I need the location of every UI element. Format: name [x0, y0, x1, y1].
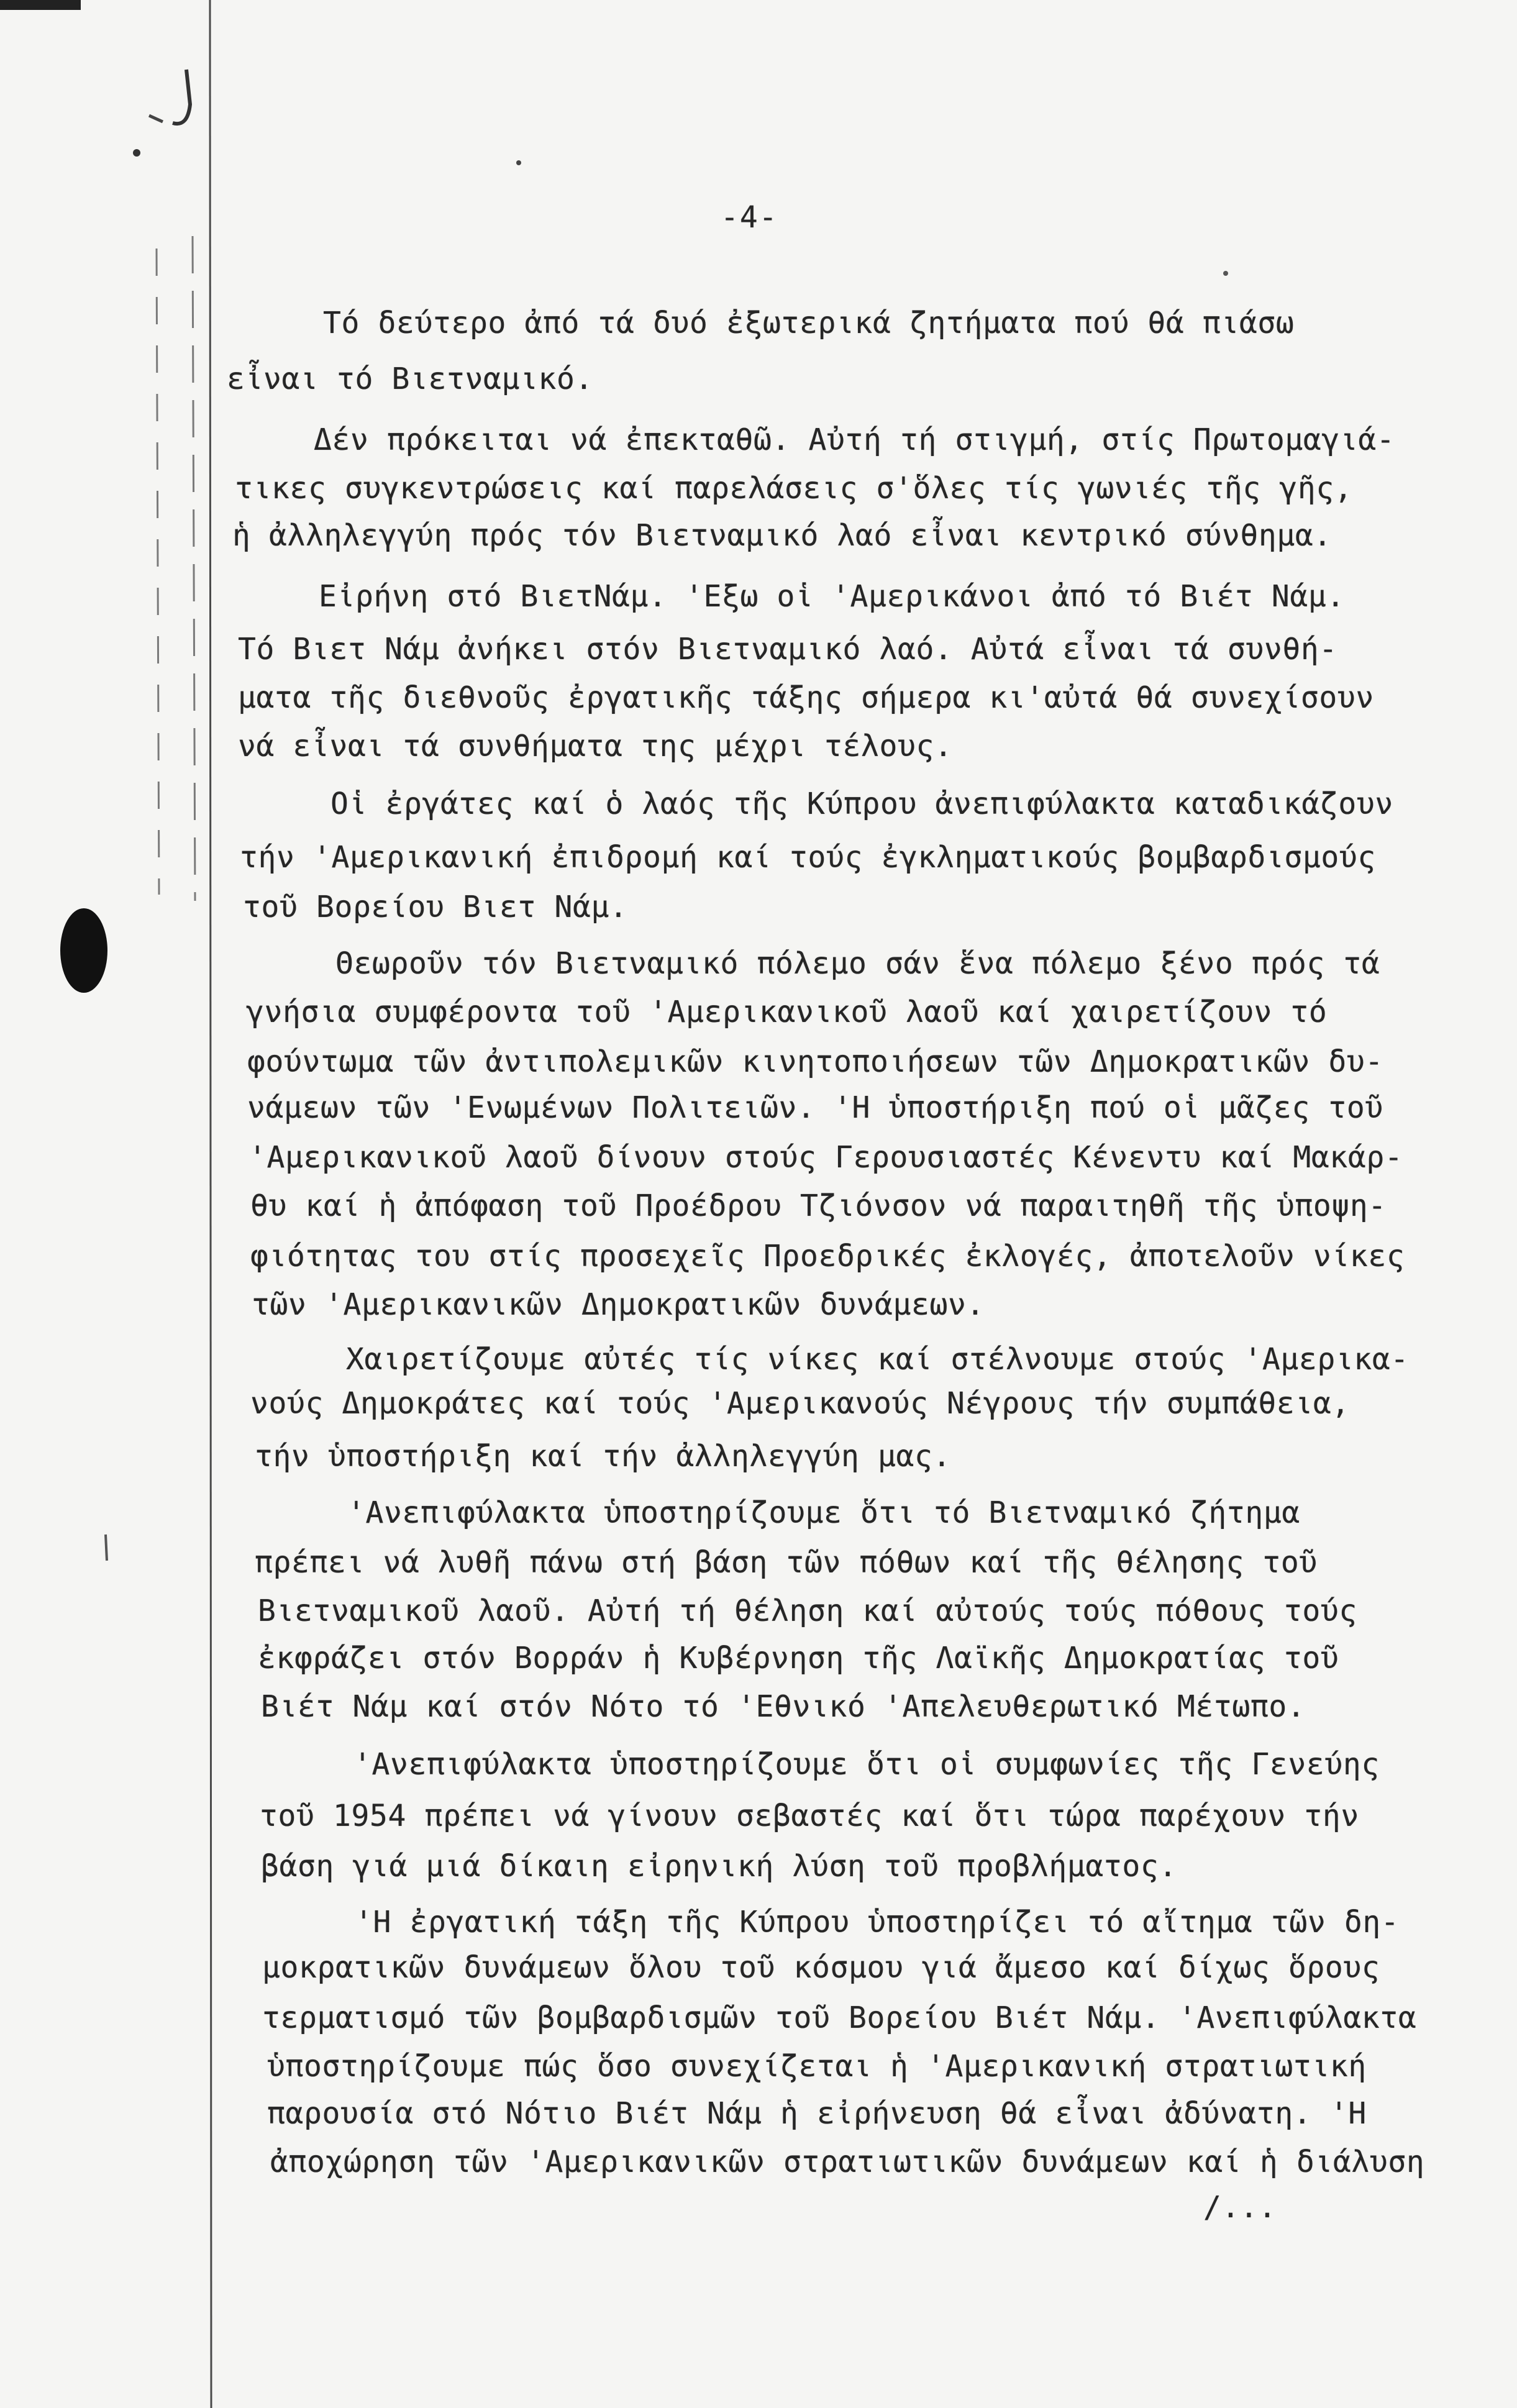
text-line: πρέπει νά λυθῆ πάνω στή βάση τῶν πόθων καί τῆς θέλησης τοῦ [255, 1545, 1318, 1580]
text-line: τερματισμό τῶν βομβαρδισμῶν τοῦ Βορείου Βιέτ Νάμ. 'Ανεπιφύλακτα [262, 2000, 1417, 2035]
text-line: 'Ανεπιφύλακτα ὑποστηρίζουμε ὅτι τό Βιετναμικό ζήτημα [347, 1495, 1300, 1530]
faint-vertical-mark [193, 236, 195, 901]
text-line: τήν ὑποστήριξη καί τήν ἀλληλεγγύη μας. [255, 1439, 951, 1474]
text-line: τοῦ Βορείου Βιετ Νάμ. [243, 890, 628, 924]
ink-dot [516, 160, 521, 165]
text-line: φιότητας του στίς προσεχεῖς Προεδρικές ἐκλογές, ἀποτελοῦν νίκες [250, 1239, 1405, 1274]
text-line: Βιέτ Νάμ καί στόν Νότο τό 'Εθνικό 'Απελευθερωτικό Μέτωπο. [261, 1689, 1306, 1724]
text-line: Δέν πρόκειται νά ἐπεκταθῶ. Αὐτή τή στιγμή, στίς Πρωτομαγιά- [314, 422, 1395, 457]
text-line: παρουσία στό Νότιο Βιέτ Νάμ ἡ εἰρήνευση θά εἶναι ἀδύνατη. 'Η [267, 2096, 1367, 2131]
text-line: ματα τῆς διεθνοῦς ἐργατικῆς τάξης σήμερα κι'αὐτά θά συνεχίσουν [238, 680, 1374, 715]
punch-hole [60, 908, 107, 993]
text-line: τοῦ 1954 πρέπει νά γίνουν σεβαστές καί ὅτι τώρα παρέχουν τήν [260, 1799, 1359, 1833]
text-line: Βιετναμικοῦ λαοῦ. Αὐτή τή θέληση καί αὐτούς τούς πόθους τούς [258, 1594, 1357, 1628]
ink-dot [1223, 271, 1228, 276]
text-line: Εἰρήνη στό ΒιετΝάμ. 'Εξω οἱ 'Αμερικάνοι ἀπό τό Βιέτ Νάμ. [319, 579, 1345, 614]
text-line: γνήσια συμφέροντα τοῦ 'Αμερικανικοῦ λαοῦ καί χαιρετίζουν τό [246, 995, 1328, 1029]
pen-tick [106, 1535, 107, 1561]
text-line: 'Αμερικανικοῦ λαοῦ δίνουν στούς Γερουσιαστές Κένεντυ καί Μακάρ- [248, 1140, 1403, 1175]
text-line: τικες συγκεντρώσεις καί παρελάσεις σ'ὅλες τίς γωνιές τῆς γῆς, [235, 471, 1353, 506]
text-line: μοκρατικῶν δυνάμεων ὅλου τοῦ κόσμου γιά ἄμεσο καί δίχως ὅρους [262, 1950, 1380, 1985]
text-line: νάμεων τῶν 'Ενωμένων Πολιτειῶν. 'Η ὑποστήριξη πού οἱ μᾶζες τοῦ [247, 1090, 1383, 1125]
faint-vertical-mark [157, 249, 159, 895]
pen-dash [149, 116, 163, 122]
text-line: εἶναι τό Βιετναμικό. [227, 362, 593, 396]
corner-smudge [0, 0, 81, 10]
pen-mark [173, 70, 190, 124]
text-line: 'Η ἐργατική τάξη τῆς Κύπρου ὑποστηρίζει τό αἴτημα τῶν δη- [355, 1905, 1400, 1940]
text-line: Τό δεύτερο ἀπό τά δυό ἐξωτερικά ζητήματα πού θά πιάσω [323, 306, 1295, 340]
page-number: -4- [721, 200, 778, 235]
text-line: ὑποστηρίζουμε πώς ὅσο συνεχίζεται ἡ 'Αμερικανική στρατιωτική [267, 2049, 1367, 2084]
text-line: τῶν 'Αμερικανικῶν Δημοκρατικῶν δυνάμεων. [252, 1287, 985, 1322]
text-line: ἐκφράζει στόν Βορράν ἡ Κυβέρνηση τῆς Λαϊκῆς Δημοκρατίας τοῦ [258, 1641, 1339, 1676]
text-line: βάση γιά μιά δίκαιη εἰρηνική λύση τοῦ προβλήματος. [261, 1849, 1177, 1884]
text-line: Χαιρετίζουμε αὐτές τίς νίκες καί στέλνουμε στούς 'Αμερικα- [346, 1342, 1409, 1377]
text-line: Τό Βιετ Νάμ ἀνήκει στόν Βιετναμικό λαό. Αὐτά εἶναι τά συνθή- [238, 632, 1337, 667]
continuation-mark: /... [1203, 2190, 1277, 2225]
text-line: ἡ ἀλληλεγγύη πρός τόν Βιετναμικό λαό εἶναι κεντρικό σύνθημα. [232, 518, 1332, 553]
margin-line [210, 0, 211, 2408]
text-line: θυ καί ἡ ἀπόφαση τοῦ Προέδρου Τζιόνσον νά παραιτηθῆ τῆς ὑποψη- [250, 1188, 1387, 1223]
text-line: Θεωροῦν τόν Βιετναμικό πόλεμο σάν ἕνα πόλεμο ξένο πρός τά [335, 946, 1380, 981]
text-line: τήν 'Αμερικανική ἐπιδρομή καί τούς ἐγκληματικούς βομβαρδισμούς [240, 840, 1376, 875]
text-line: φούντωμα τῶν ἀντιπολεμικῶν κινητοποιήσεων τῶν Δημοκρατικῶν δυ- [247, 1044, 1383, 1079]
text-line: ἀποχώρηση τῶν 'Αμερικανικῶν στρατιωτικῶν δυνάμεων καί ἡ διάλυση [270, 2145, 1425, 2179]
text-line: νά εἶναι τά συνθήματα της μέχρι τέλους. [238, 729, 953, 764]
text-line: νούς Δημοκράτες καί τούς 'Αμερικανούς Νέγρους τήν συμπάθεια, [250, 1386, 1350, 1421]
ink-dot [133, 149, 140, 157]
text-line: Οἱ ἐργάτες καί ὁ λαός τῆς Κύπρου ἀνεπιφύλακτα καταδικάζουν [330, 787, 1393, 821]
text-line: 'Ανεπιφύλακτα ὑποστηρίζουμε ὅτι οἱ συμφωνίες τῆς Γενεύης [353, 1747, 1380, 1782]
